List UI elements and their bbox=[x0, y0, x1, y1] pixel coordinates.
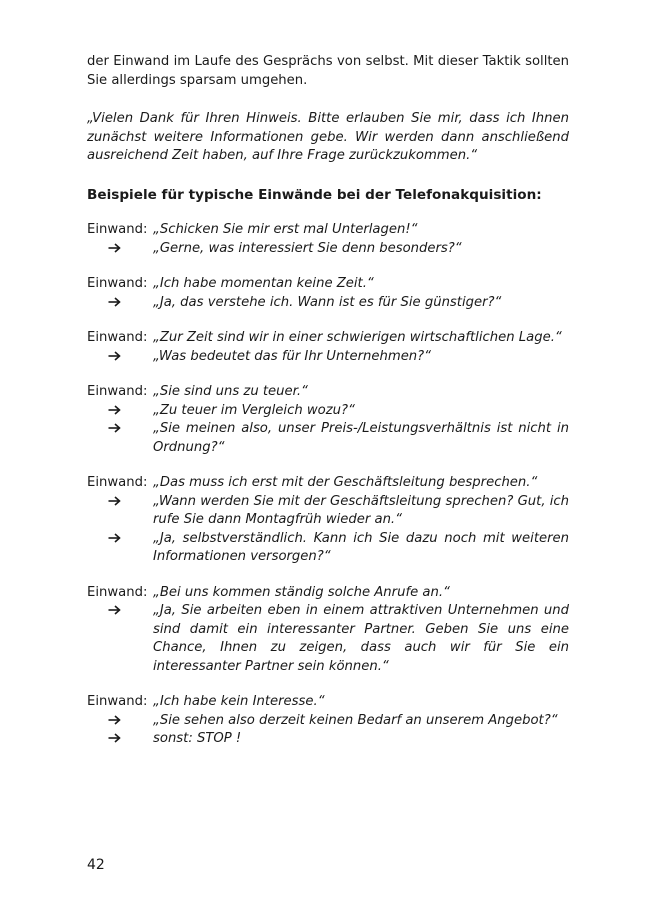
response-row bbox=[87, 420, 569, 457]
objection-text: „Zur Zeit sind wir in einer schwierigen wirtschaftlichen Lage.“ bbox=[153, 330, 562, 345]
objection-text: „Sie sind uns zu teuer.“ bbox=[153, 384, 308, 399]
response-text: sonst: STOP ! bbox=[153, 731, 242, 746]
objection-label: Einwand: bbox=[87, 276, 148, 291]
arrow-right-icon bbox=[87, 602, 153, 676]
objection-block bbox=[87, 693, 569, 749]
response-text: „Ja, das verstehe ich. Wann ist es für Sie günstiger?“ bbox=[153, 294, 502, 310]
response-row bbox=[87, 493, 569, 530]
objection-label: Einwand: bbox=[87, 330, 148, 345]
section-heading: Beispiele für typische Einwände bei der Telefonakquisition: bbox=[87, 186, 542, 203]
page-body bbox=[87, 53, 569, 766]
objection-row bbox=[87, 329, 569, 348]
page-number: 42 bbox=[87, 857, 105, 873]
arrow-right-icon bbox=[87, 493, 153, 530]
arrow-right-icon bbox=[87, 530, 153, 567]
objection-label: Einwand: bbox=[87, 384, 148, 399]
response-row bbox=[87, 294, 569, 313]
response-text: „Zu teuer im Vergleich wozu?“ bbox=[153, 402, 355, 418]
objection-block bbox=[87, 474, 569, 567]
response-row bbox=[87, 240, 569, 259]
objection-list bbox=[87, 221, 569, 749]
arrow-right-icon bbox=[87, 348, 153, 367]
objection-row bbox=[87, 693, 569, 712]
response-text: „Ja, selbstverständlich. Kann ich Sie dazu noch mit weiteren Informationen versorgen?“ bbox=[153, 530, 569, 564]
response-row bbox=[87, 602, 569, 676]
objection-text: „Schicken Sie mir erst mal Unterlagen!“ bbox=[153, 222, 418, 237]
objection-text: „Ich habe kein Interesse.“ bbox=[153, 694, 325, 709]
arrow-right-icon bbox=[87, 730, 153, 749]
objection-label: Einwand: bbox=[87, 694, 148, 709]
objection-block bbox=[87, 329, 569, 366]
response-text: „Wann werden Sie mit der Geschäftsleitung sprechen? Gut, ich rufe Sie dann Montagfrüh wieder an.“ bbox=[153, 493, 569, 527]
response-text: „Sie meinen also, unser Preis-/Leistungsverhältnis ist nicht in Ordnung?“ bbox=[153, 421, 569, 455]
arrow-right-icon bbox=[87, 240, 153, 259]
objection-text: „Ich habe momentan keine Zeit.“ bbox=[153, 276, 374, 291]
response-text: „Was bedeutet das für Ihr Unternehmen?“ bbox=[153, 348, 431, 364]
objection-row bbox=[87, 474, 569, 493]
intro-paragraph: der Einwand im Laufe des Gesprächs von selbst. Mit dieser Taktik sollten Sie allerdings sparsam umgehen. bbox=[87, 54, 569, 88]
response-row bbox=[87, 402, 569, 421]
objection-label: Einwand: bbox=[87, 475, 148, 490]
arrow-right-icon bbox=[87, 712, 153, 731]
response-row bbox=[87, 712, 569, 731]
arrow-right-icon bbox=[87, 294, 153, 313]
objection-block bbox=[87, 221, 569, 258]
objection-label: Einwand: bbox=[87, 222, 148, 237]
arrow-right-icon bbox=[87, 420, 153, 457]
response-text: „Ja, Sie arbeiten eben in einem attraktiven Unternehmen und sind damit ein interessanter Partner. Geben Sie uns eine Chance, Ihnen zu zeigen, dass auch wir für Sie ein interessanter Partner sein können.“ bbox=[153, 603, 569, 674]
example-quote: „Vielen Dank für Ihren Hinweis. Bitte erlauben Sie mir, dass ich Ihnen zunächst weitere Informationen gebe. Wir werden dann anschließend ausreichend Zeit haben, auf Ihre Frage zurückzukommen.“ bbox=[87, 111, 569, 163]
objection-row bbox=[87, 584, 569, 603]
response-text: „Sie sehen also derzeit keinen Bedarf an unserem Angebot?“ bbox=[153, 712, 558, 728]
objection-row bbox=[87, 275, 569, 294]
objection-text: „Bei uns kommen ständig solche Anrufe an.“ bbox=[153, 584, 450, 600]
objection-block bbox=[87, 275, 569, 312]
objection-block bbox=[87, 584, 569, 677]
objection-text: „Das muss ich erst mit der Geschäftsleitung besprechen.“ bbox=[153, 475, 538, 490]
objection-block bbox=[87, 383, 569, 457]
response-row bbox=[87, 730, 569, 749]
arrow-right-icon bbox=[87, 402, 153, 421]
response-row bbox=[87, 348, 569, 367]
objection-row bbox=[87, 221, 569, 240]
objection-label: Einwand: bbox=[87, 584, 148, 600]
response-text: „Gerne, was interessiert Sie denn besonders?“ bbox=[153, 240, 462, 256]
objection-row bbox=[87, 383, 569, 402]
response-row bbox=[87, 530, 569, 567]
